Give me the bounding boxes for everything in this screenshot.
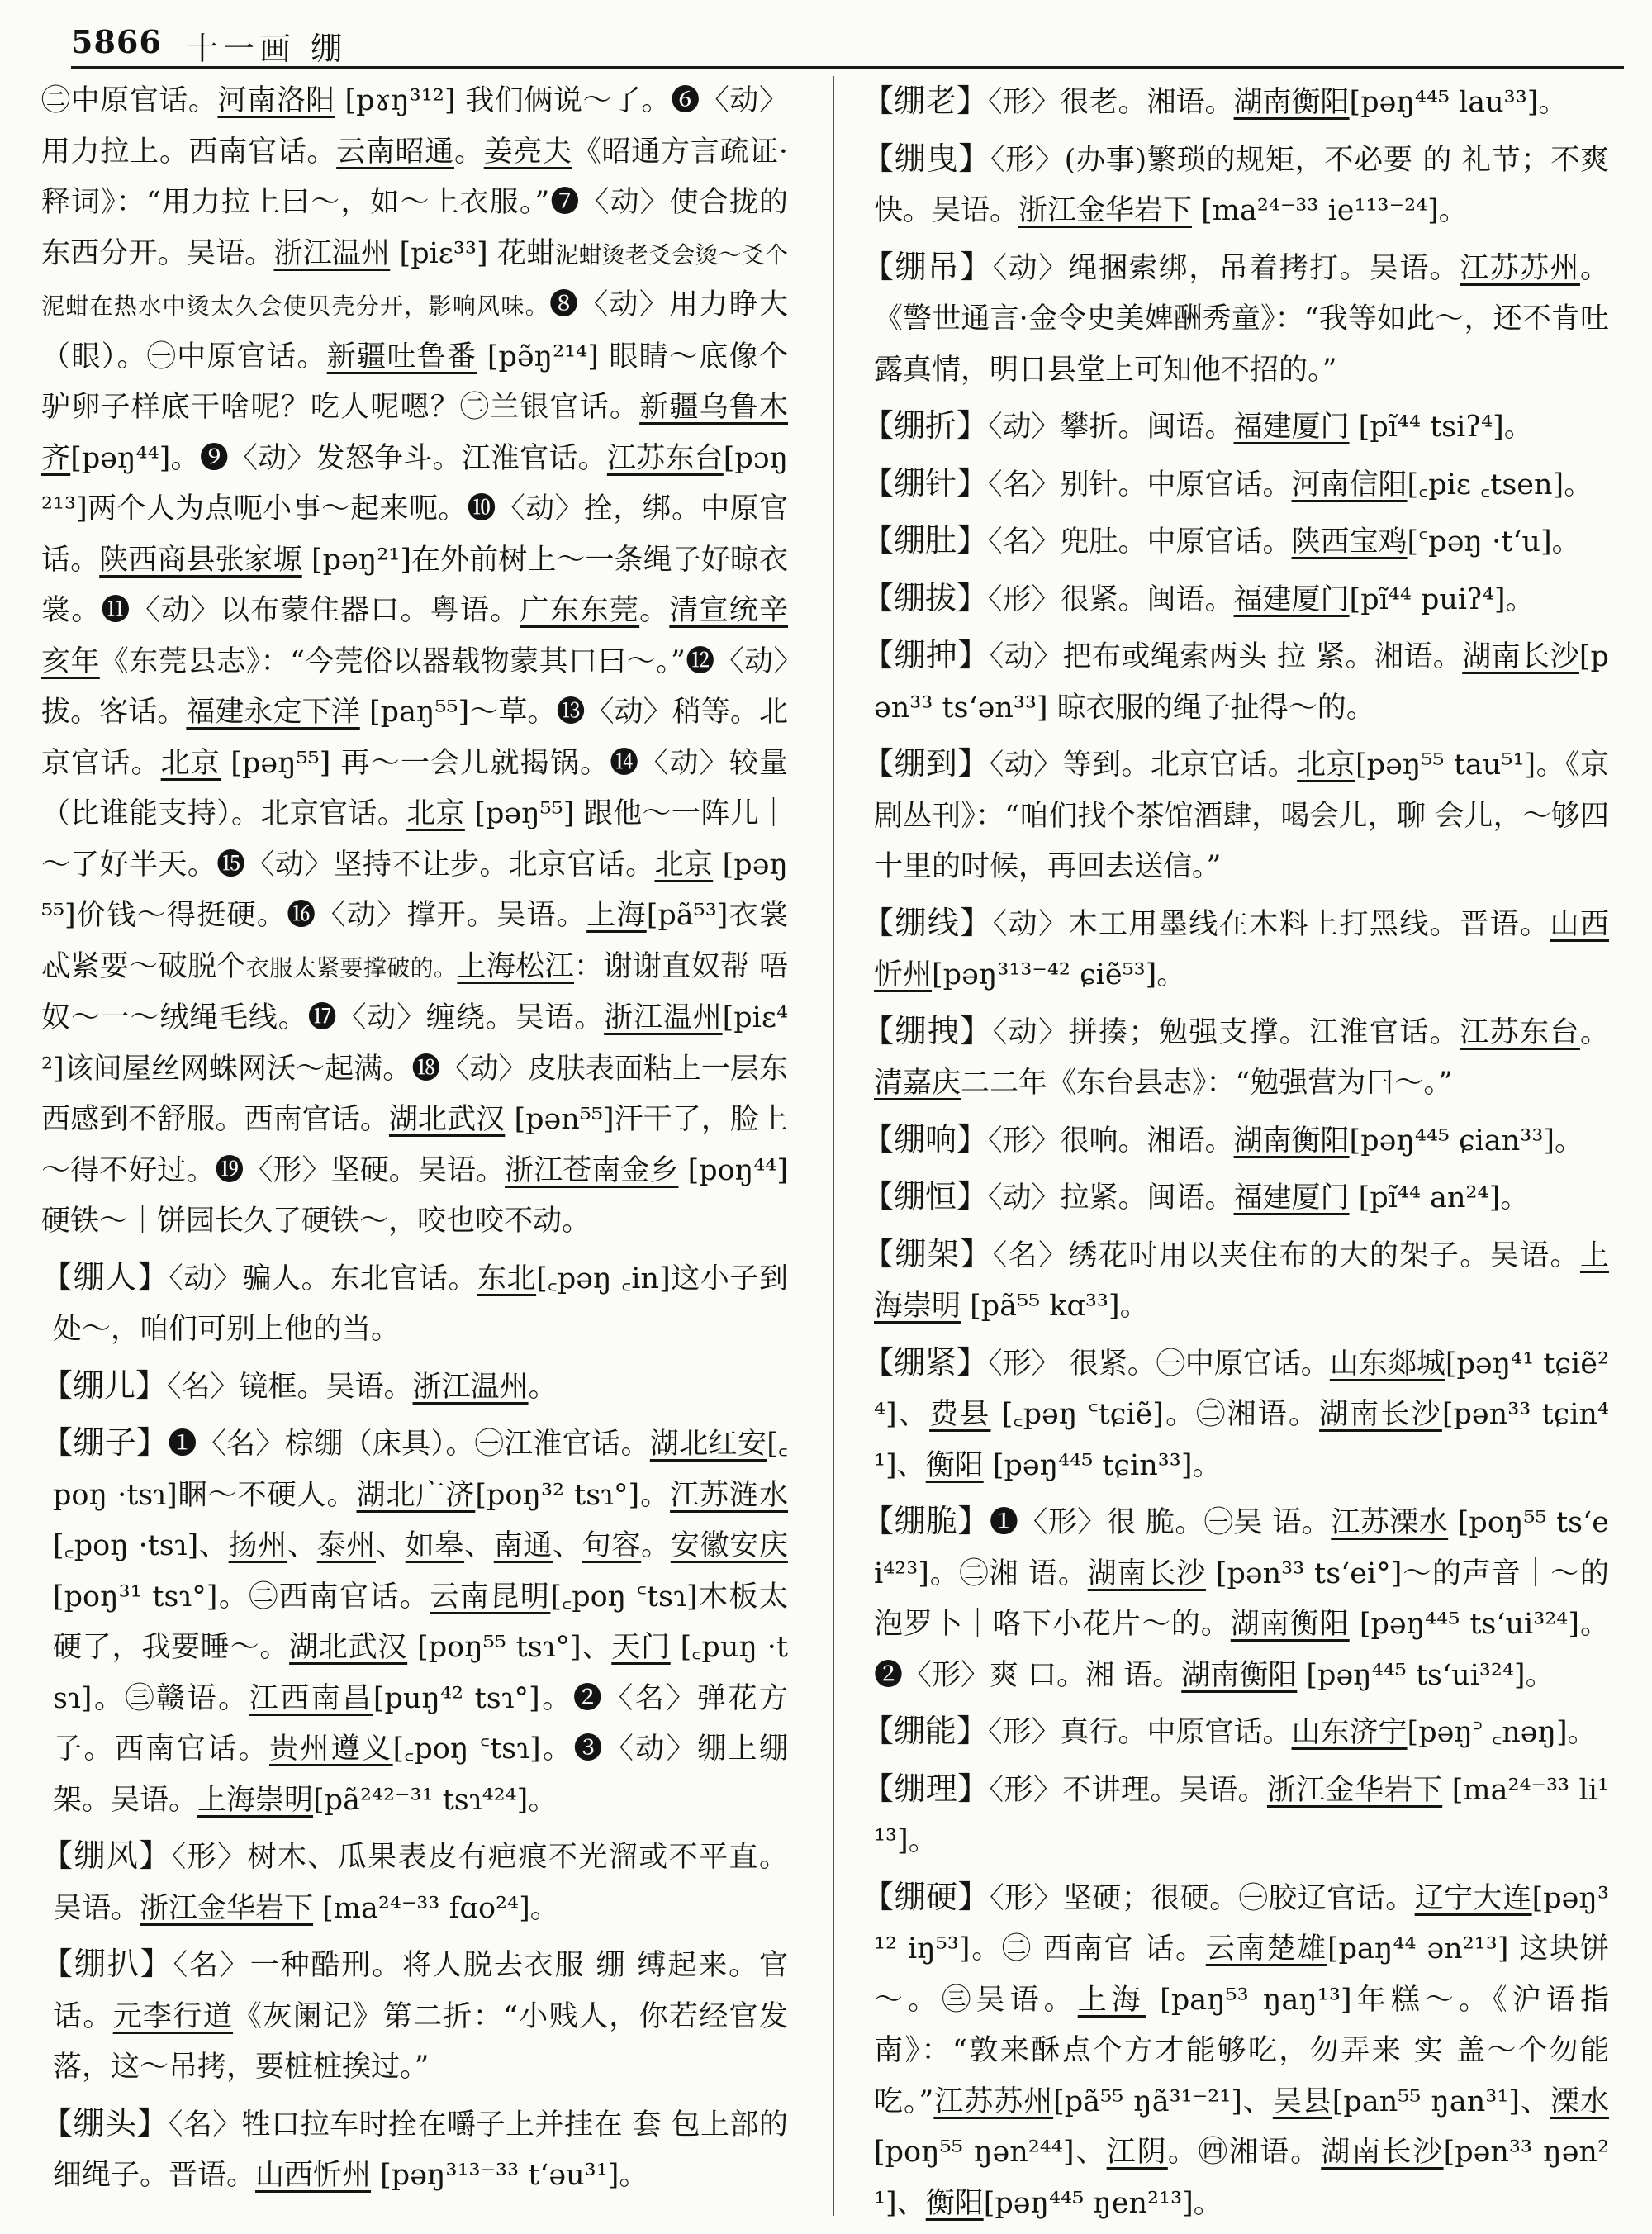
location-name: 山东济宁 <box>1291 1716 1408 1749</box>
entry-text: [pən⁵⁵]汗干了，脸上～得不好过。⓳〈形〉坚硬。吴语。 <box>41 1103 788 1187</box>
entry-text: 〈动〉拉紧。闽语。 <box>988 1181 1234 1214</box>
entry-headword: 【绷肚】 <box>862 522 989 558</box>
entry-text: [pã⁵⁵ ŋã³¹⁻²¹]、 <box>1053 2084 1273 2118</box>
location-name: 福建永定下洋 <box>186 696 360 729</box>
entry-text: 〈名〉兜肚。中原官话。 <box>988 525 1292 558</box>
dictionary-entry <box>41 1831 788 1934</box>
gloss-note: 泥蚶烫老爻会烫～爻个泥蚶在热水中烫太久会使贝壳分开，影响风味。 <box>41 240 788 320</box>
dictionary-entry <box>41 1418 788 1826</box>
entry-text: [poŋ⁵⁵ ŋən²⁴⁴]、 <box>874 2136 1107 2169</box>
entry-headword: 【绷抻】 <box>862 637 990 673</box>
location-name: 江苏苏州 <box>1460 251 1580 285</box>
entry-headword: 【绷到】 <box>862 745 990 782</box>
entry-text: 〈形〉树木、瓜果表皮有疤痕不光溜或不平直。吴语。 <box>53 1841 788 1925</box>
entry-text: [꜀piɛ ꜀tsen]。 <box>1407 468 1593 501</box>
entry-headword: 【绷响】 <box>862 1120 989 1157</box>
entry-text: 〈名〉一种酷刑。将人脱去衣服 绷 缚起来。官话。 <box>53 1949 788 2033</box>
location-name: 江阴 <box>1106 2136 1168 2169</box>
location-name: 陕西宝鸡 <box>1291 525 1408 558</box>
entry-text: [pã²⁴²⁻³¹ tsɿ⁴²⁴]。 <box>313 1783 558 1817</box>
entry-text: [pəŋ⁵⁵]价钱～得挺硬。⓰〈动〉撑开。吴语。 <box>41 848 788 932</box>
location-name: 北京 <box>654 848 714 882</box>
entry-text: 〈名〉牲口拉车时拴在嚼子上并挂在 套 包上部的细绳子。晋语。 <box>53 2108 788 2192</box>
location-name: 吴县 <box>1272 2084 1332 2118</box>
entry-headword: 【绷吊】 <box>862 248 993 285</box>
entry-text: 〈动〉把布或绳索两头 拉 紧。湘语。 <box>989 640 1463 673</box>
entry-text: 〈动〉拼揍；勉强支撑。江淮官话。 <box>992 1015 1460 1049</box>
entry-text: [pən³³ ts‘ei°]～的声音｜～的泡罗卜｜咯下小花片～的。 <box>874 1557 1609 1641</box>
entry-text: [꜀pəŋ ꜀in]这小子到处～，咱们可别上他的当。 <box>53 1262 788 1346</box>
location-name: 衡阳 <box>925 2186 984 2220</box>
entry-headword: 【绷折】 <box>862 407 989 444</box>
location-name: 浙江温州 <box>412 1370 529 1404</box>
location-name: 辽宁大连 <box>1414 1881 1532 1915</box>
left-column <box>41 76 788 2207</box>
entry-text: 。 <box>641 1529 671 1562</box>
entry-text: [꜀poŋ ·tsɿ]睏～不硬人。 <box>53 1428 788 1512</box>
location-name: 湖北武汉 <box>388 1103 506 1136</box>
dictionary-entry <box>41 1939 788 2094</box>
location-name: 衡阳 <box>925 1448 984 1482</box>
location-name: 云南昭通 <box>336 135 454 169</box>
location-name: 上海 <box>1077 1983 1146 2017</box>
entry-text: 〈形〉(办事)繁琐的规矩，不必要 的 礼节；不爽快。吴语。 <box>874 143 1609 227</box>
location-name: 河南信阳 <box>1291 468 1408 501</box>
entry-text: 〈动〉骗人。东北官话。 <box>169 1262 477 1295</box>
entry-headword: 【绷紧】 <box>862 1343 989 1381</box>
location-name: 溧水 <box>1550 2084 1609 2118</box>
entry-text: [pɔŋ²¹³]两个人为点呃小事～起来呃。❿〈动〉拴，绑。中原官话。 <box>41 441 788 577</box>
entry-text: [꜂pəŋ ·t‘u]。 <box>1407 525 1581 558</box>
entry-text: [pəŋ⁵⁵] 再～一会儿就揭锅。⓮〈动〉较量（比谁能支持）。北京官话。 <box>41 746 788 830</box>
entry-text: 《灰阑记》第二折：“小贱人，你若经官发落，这～吊拷，要桩桩挨过。” <box>53 1999 788 2084</box>
location-name: 江西南昌 <box>249 1681 373 1715</box>
entry-headword: 【绷恒】 <box>862 1178 989 1214</box>
entry-text: 〈形〉很紧。闽语。 <box>988 582 1234 616</box>
dictionary-entry <box>862 134 1609 237</box>
location-name: 浙江金华岩下 <box>1266 1773 1443 1807</box>
location-name: 山东郯城 <box>1329 1347 1446 1381</box>
entry-text: 〈动〉等到。北京官话。 <box>989 749 1298 782</box>
entry-text: [pəŋ⁴⁴⁵ ts‘ui³²⁴]。❷〈形〉爽 口。湘 语。 <box>874 1608 1609 1692</box>
entry-text: [pəŋ⁴⁴⁵ lau³³]。 <box>1349 86 1568 119</box>
entry-headword: 【绷子】 <box>41 1424 169 1461</box>
location-name: 广东东莞 <box>520 594 640 627</box>
location-name: 天门 <box>611 1631 671 1664</box>
entry-text: [ma²⁴⁻³³ ie¹¹³⁻²⁴]。 <box>1192 194 1468 227</box>
dictionary-entry <box>41 1361 788 1414</box>
entry-text: 《东莞县志》：“今莞俗以器载物蒙其口曰～。”⓬〈动〉拔。客话。 <box>41 644 788 729</box>
entry-text: 〈名〉绣花时用以夹住布的大的架子。吴语。 <box>992 1238 1580 1272</box>
location-name: 福建厦门 <box>1233 411 1350 444</box>
entry-text: 、 <box>287 1529 317 1562</box>
entry-text: [pã⁵³]衣裳忒紧要～破脱个 <box>41 899 788 983</box>
section-title: 十一画 绷 <box>187 31 348 67</box>
location-name: 上海 <box>586 899 647 932</box>
entry-text: [pəŋ²¹]在外前树上～一条绳子好晾衣裳。⓫〈动〉以布蒙住器口。粤语。 <box>41 543 788 627</box>
location-name: 湖南长沙 <box>1087 1557 1206 1590</box>
location-name: 上海松江 <box>457 949 575 983</box>
entry-text: [pəŋ⁵⁵] 跟他～一阵儿｜～了好半天。⓯〈动〉坚持不让步。北京官话。 <box>41 797 788 882</box>
location-name: 云南昆明 <box>430 1580 551 1614</box>
location-name: 贵州遵义 <box>268 1733 393 1766</box>
entry-headword: 【绷人】 <box>41 1258 169 1295</box>
entry-text: [꜀puŋ ·tsɿ]。㊂赣语。 <box>53 1631 788 1715</box>
entry-text: [pəŋ꜄ ꜀nəŋ]。 <box>1407 1716 1597 1749</box>
location-name: 江苏苏州 <box>933 2084 1054 2118</box>
location-name: 泰州 <box>316 1529 377 1562</box>
entry-text: 、 <box>376 1529 406 1562</box>
entry-text: [꜀pəŋ ꜂tɕiẽ]。㊁湘语。 <box>990 1398 1320 1431</box>
location-name: 浙江温州 <box>273 236 391 270</box>
entry-text: [꜀poŋ ·tsɿ]、 <box>53 1529 229 1562</box>
entry-headword: 【绷理】 <box>862 1770 990 1807</box>
entry-text: 〈动〉攀折。闽语。 <box>988 411 1234 444</box>
entry-text: 。 <box>1579 1015 1609 1049</box>
entry-text: 。 <box>528 1370 558 1404</box>
location-name: 北京 <box>406 797 465 830</box>
dictionary-entry <box>862 1172 1609 1224</box>
dictionary-entry <box>862 573 1609 626</box>
location-name: 湖南衡阳 <box>1233 1124 1350 1157</box>
entry-headword: 【绷线】 <box>862 904 993 941</box>
location-name: 湖北红安 <box>649 1428 767 1461</box>
entry-text: [pəŋ⁴¹ tɕiẽ²⁴]、 <box>874 1347 1609 1431</box>
entry-text: [pəŋ³¹³⁻³³ t‘əu³¹]。 <box>371 2159 648 2192</box>
entry-text: [poŋ³¹ tsɿ°]。㊁西南官话。 <box>53 1580 430 1614</box>
entry-text: [pə̃ŋ²¹⁴] 眼睛～底像个驴卵子样底干啥呢？吃人呢嗯？㊁兰银官话。 <box>41 340 788 424</box>
location-name: 北京 <box>160 746 221 780</box>
entry-text: [pɤŋ³¹²] 我们俩说～了。❻〈动〉用力拉上。西南官话。 <box>41 84 788 169</box>
entry-text: 。《警世通言·金令史美婢酬秀童》：“我等如此～，还不肯吐露真情，明日县堂上可知他不招的。” <box>874 251 1609 387</box>
entry-text: 。 <box>639 594 670 627</box>
dictionary-entry <box>862 1872 1609 2230</box>
dictionary-entry <box>862 76 1609 129</box>
gloss-note: 衣服太紧要撑破的。 <box>245 953 458 982</box>
location-name: 新疆吐鲁番 <box>326 340 477 373</box>
entry-text: [꜀poŋ ꜂tsɿ]木板太硬了，我要睡～。 <box>53 1580 788 1664</box>
dictionary-entry <box>41 1252 788 1356</box>
location-name: 江苏东台 <box>1460 1015 1580 1049</box>
entry-text: [ma²⁴⁻³³ fɑo²⁴]。 <box>313 1891 559 1925</box>
entry-text: [pəŋ³¹³⁻⁴² ɕiẽ⁵³]。 <box>932 958 1186 991</box>
entry-text: [paŋ⁵³ ŋaŋ¹³]年糕～。《沪语指南》：“敦来酥点个方才能够吃，勿弄来 实 盖～个勿能吃。” <box>874 1983 1609 2118</box>
entry-text: 〈形〉不讲理。吴语。 <box>989 1773 1267 1807</box>
entry-text: [pən³³ tɕin⁴¹]、 <box>874 1398 1610 1482</box>
entry-text: 、 <box>553 1529 582 1562</box>
entry-text: [paŋ⁵⁵]～草。⓭〈动〉稍等。北京官话。 <box>41 696 788 780</box>
location-name: 句容 <box>582 1529 642 1562</box>
location-name: 湖南长沙 <box>1321 2136 1444 2169</box>
entry-text: 〈名〉镜框。吴语。 <box>167 1370 413 1404</box>
entry-text: ❶〈形〉很 脆。㊀吴 语。 <box>989 1506 1332 1539</box>
entry-text: [piɛ⁴²]该间屋丝网蛛网沃～起满。⓲〈动〉皮肤表面粘上一层东西感到不舒服。西南官话。 <box>41 1001 788 1136</box>
location-name: 云南楚雄 <box>1205 1932 1327 1965</box>
entry-text: [pĩ⁴⁴ puiʔ⁴]。 <box>1349 582 1535 616</box>
dictionary-entry <box>862 739 1609 893</box>
dictionary-entry <box>41 2099 788 2202</box>
entry-text: [pan⁵⁵ ŋan³¹]、 <box>1332 2084 1550 2118</box>
location-name: 山西忻州 <box>255 2159 372 2192</box>
entry-text: [pəŋ⁴⁴⁵ ɕian³³]。 <box>1349 1124 1583 1157</box>
location-name: 扬州 <box>228 1529 287 1562</box>
dictionary-entry <box>862 516 1609 568</box>
location-name: 福建厦门 <box>1233 1181 1350 1214</box>
entry-text: [pəŋ⁴⁴]。❾〈动〉发怒争斗。江淮官话。 <box>70 441 607 475</box>
entry-headword: 【绷老】 <box>862 83 989 119</box>
location-name: 姜亮夫 <box>483 135 572 169</box>
location-name: 湖南衡阳 <box>1181 1658 1298 1692</box>
entry-headword: 【绷能】 <box>862 1713 989 1749</box>
entry-text: 〈形〉 很紧。㊀中原官话。 <box>988 1347 1330 1381</box>
entry-text: [pəŋ⁵⁵ tau⁵¹]。《京剧丛刊》：“咱们找个茶馆酒肆，喝会儿，聊 会儿，～够四十里的时候，再回去送信。” <box>874 749 1609 883</box>
entry-text: [pĩ⁴⁴ an²⁴]。 <box>1349 1181 1530 1214</box>
entry-headword: 【绷曳】 <box>862 140 990 177</box>
entry-text: 〈形〉真行。中原官话。 <box>988 1716 1292 1749</box>
entry-headword: 【绷架】 <box>862 1235 993 1272</box>
entry-text: 。 <box>453 135 484 169</box>
location-name: 南通 <box>493 1529 553 1562</box>
entry-text: [pəŋ³¹² iŋ⁵³]。㊁ 西南官 话。 <box>874 1881 1609 1965</box>
location-name: 浙江金华岩下 <box>1018 194 1193 227</box>
location-name: 江苏涟水 <box>670 1478 788 1512</box>
entry-headword: 【绷脆】 <box>862 1503 990 1539</box>
location-name: 清宣统辛亥年 <box>41 594 788 678</box>
entry-text: [poŋ⁵⁵ tsɿ°]、 <box>407 1631 612 1664</box>
dictionary-entry <box>862 242 1609 397</box>
entry-headword: 【绷拔】 <box>862 579 989 616</box>
entry-text: ㊁中原官话。 <box>41 84 218 117</box>
dictionary-entry <box>862 1706 1609 1759</box>
location-name: 江苏溧水 <box>1331 1506 1449 1539</box>
entry-headword: 【绷针】 <box>862 464 989 501</box>
dictionary-entry <box>862 898 1609 1001</box>
location-name: 上海崇明 <box>197 1783 314 1817</box>
entry-headword: 【绷儿】 <box>41 1367 168 1404</box>
location-name: 如皋 <box>405 1529 465 1562</box>
location-name: 东北 <box>477 1262 537 1295</box>
entry-text: 《昭通方言疏证·释词》：“用力拉上曰～，如～上衣服。”❼〈动〉使合拢的东西分开。吴语。 <box>41 135 788 270</box>
location-name: 上海崇明 <box>874 1238 1609 1323</box>
entry-continuation <box>41 76 788 1248</box>
location-name: 浙江温州 <box>604 1001 723 1034</box>
entry-text: 〈名〉别针。中原官话。 <box>988 468 1292 501</box>
entry-text: [pən³³ ts‘ən³³] 晾衣服的绳子扯得～的。 <box>874 640 1609 725</box>
location-name: 山西忻州 <box>874 907 1609 991</box>
entry-text: [pəŋ⁴⁴⁵ ts‘ui³²⁴]。 <box>1297 1658 1555 1692</box>
location-name: 陕西商县张家塬 <box>99 543 302 577</box>
dictionary-entry <box>862 1115 1609 1167</box>
entry-text: [pĩ⁴⁴ tsiʔ⁴]。 <box>1349 411 1533 444</box>
entry-text: [꜀poŋ ꜂tsɿ]。❸〈动〉绷上绷架。吴语。 <box>53 1733 788 1817</box>
location-name: 河南洛阳 <box>217 84 335 117</box>
dictionary-entry <box>862 1764 1609 1867</box>
entry-text: [pəŋ⁴⁴⁵ ŋen²¹³]。 <box>983 2186 1222 2220</box>
location-name: 湖南衡阳 <box>1233 86 1350 119</box>
location-name: 安徽安庆 <box>670 1529 788 1562</box>
entry-text: ❶〈名〉棕绷（床具）。㊀江淮官话。 <box>168 1428 650 1461</box>
entry-headword: 【绷头】 <box>41 2104 169 2141</box>
location-name: 新疆乌鲁木齐 <box>41 391 788 475</box>
location-name: 浙江苍南金乡 <box>505 1153 679 1187</box>
entry-text: [ma²⁴⁻³³ li¹¹³]。 <box>874 1773 1609 1857</box>
location-name: 北京 <box>1297 749 1356 782</box>
entry-text: 〈动〉绳捆索绑，吊着拷打。吴语。 <box>992 251 1460 285</box>
dictionary-entry <box>862 1229 1609 1333</box>
entry-text: [poŋ⁵⁵ ts‘ei⁴²³]。㊁湘 语。 <box>874 1506 1609 1590</box>
column-divider <box>833 76 834 2216</box>
location-name: 湖南长沙 <box>1319 1398 1442 1431</box>
location-name: 湖南长沙 <box>1462 640 1579 673</box>
location-name: 清嘉庆 <box>874 1067 961 1100</box>
page-number: 5866 <box>71 23 162 60</box>
right-column <box>862 76 1609 2234</box>
entry-text: [paŋ⁴⁴ ən²¹³] 这块饼～。㊂吴语。 <box>874 1932 1609 2017</box>
location-name: 福建厦门 <box>1233 582 1350 616</box>
entry-text: [poŋ³² tsɿ°]。 <box>475 1478 671 1512</box>
entry-text: 〈形〉很响。湘语。 <box>988 1124 1234 1157</box>
location-name: 湖北广济 <box>356 1478 476 1512</box>
entry-text: 、 <box>464 1529 494 1562</box>
location-name: 江苏东台 <box>606 441 724 475</box>
entry-headword: 【绷硬】 <box>862 1878 990 1915</box>
location-name: 费县 <box>929 1398 991 1431</box>
entry-text: [pã⁵⁵ kɑ³³]。 <box>961 1290 1149 1323</box>
location-name: 湖南衡阳 <box>1230 1608 1350 1641</box>
entry-text: [puŋ⁴² tsɿ°]。❷〈名〉弹花方子。西南官话。 <box>53 1681 788 1766</box>
entry-text: ❽〈动〉用力睁大（眼）。㊀中原官话。 <box>41 288 788 373</box>
dictionary-entry <box>862 1496 1609 1701</box>
dictionary-entry <box>862 1338 1609 1492</box>
entry-text: [pən³³ ŋən²¹]、 <box>874 2136 1609 2220</box>
entry-text: [pəŋ⁴⁴⁵ tɕin³³]。 <box>983 1448 1222 1482</box>
location-name: 湖北武汉 <box>289 1631 408 1664</box>
entry-headword: 【绷风】 <box>41 1837 172 1874</box>
entry-text: ：谢谢直奴帮 唔奴～一～绒绳毛线。⓱〈动〉缠绕。吴语。 <box>41 949 788 1034</box>
entry-headword: 【绷扒】 <box>41 1946 173 1982</box>
page-header <box>71 18 1624 69</box>
entry-text: 二二年《东台县志》：“勉强营为曰～。” <box>961 1067 1453 1100</box>
entry-headword: 【绷拽】 <box>862 1012 993 1049</box>
entry-text: 〈动〉木工用墨线在木料上打黑线。晋语。 <box>992 907 1550 941</box>
dictionary-entry <box>862 1006 1609 1110</box>
dictionary-entry <box>862 401 1609 454</box>
location-name: 元李行道 <box>112 1999 234 2033</box>
entry-text: 〈形〉坚硬；很硬。㊀胶辽官话。 <box>989 1881 1415 1915</box>
dictionary-entry <box>862 459 1609 511</box>
dictionary-entry <box>862 630 1609 734</box>
entry-text: 〈形〉很老。湘语。 <box>988 86 1234 119</box>
location-name: 浙江金华岩下 <box>140 1891 314 1925</box>
entry-text: [piɛ³³] 花蚶 <box>390 236 556 270</box>
entry-text: 。㊃湘语。 <box>1167 2136 1322 2169</box>
entry-text: [poŋ⁴⁴]硬铁～｜饼园长久了硬铁～，咬也咬不动。 <box>41 1153 788 1238</box>
